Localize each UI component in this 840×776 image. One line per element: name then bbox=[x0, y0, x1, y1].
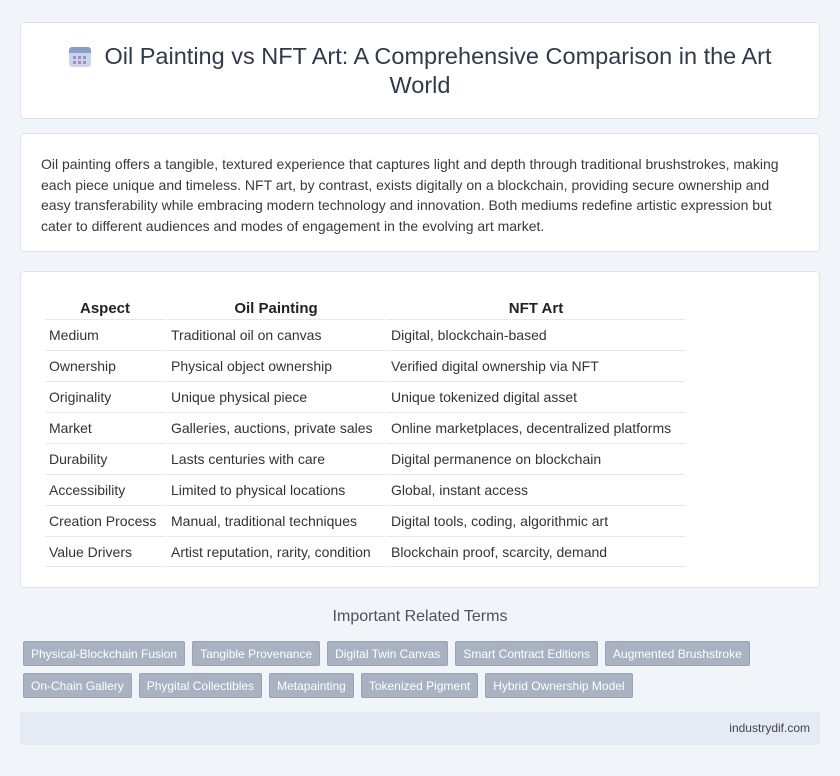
table-cell: Online marketplaces, decentralized platforms bbox=[387, 412, 685, 443]
table-cell: Digital, blockchain-based bbox=[387, 319, 685, 350]
tag-link[interactable]: Augmented Brushstroke bbox=[605, 641, 750, 666]
tag-link[interactable]: Digital Twin Canvas bbox=[327, 641, 448, 666]
table-cell: Digital tools, coding, algorithmic art bbox=[387, 505, 685, 536]
table-cell: Medium bbox=[45, 319, 165, 350]
page-title: Oil Painting vs NFT Art: A Comprehensive Comparison in the Art World bbox=[104, 43, 772, 98]
table-cell: Lasts centuries with care bbox=[167, 443, 385, 474]
related-terms-title: Important Related Terms bbox=[332, 608, 508, 625]
tag-link[interactable]: Smart Contract Editions bbox=[455, 641, 598, 666]
tag-link[interactable]: Tokenized Pigment bbox=[361, 673, 478, 698]
header-card bbox=[20, 22, 820, 119]
table-cell: Galleries, auctions, private sales bbox=[167, 412, 385, 443]
table-cell: Unique physical piece bbox=[167, 381, 385, 412]
column-header: NFT Art bbox=[508, 299, 564, 317]
table-cell: Unique tokenized digital asset bbox=[387, 381, 685, 412]
table-header-row bbox=[45, 297, 685, 319]
table-cell: Limited to physical locations bbox=[167, 474, 385, 505]
page-title-wrap bbox=[61, 42, 779, 100]
tag-row bbox=[23, 673, 823, 698]
table-row bbox=[45, 443, 685, 474]
table-cell: Verified digital ownership via NFT bbox=[387, 350, 685, 381]
table-row bbox=[45, 319, 685, 350]
calendar-icon bbox=[69, 45, 91, 67]
table-cell: Creation Process bbox=[45, 505, 165, 536]
table-row bbox=[45, 536, 685, 567]
comparison-card bbox=[20, 271, 820, 588]
table-row bbox=[45, 474, 685, 505]
related-terms-list bbox=[23, 641, 823, 705]
table-row bbox=[45, 412, 685, 443]
tag-link[interactable]: Tangible Provenance bbox=[192, 641, 320, 666]
footer-site-link[interactable]: industrydif.com bbox=[729, 721, 810, 735]
footer-bar bbox=[20, 712, 820, 745]
table-cell: Ownership bbox=[45, 350, 165, 381]
table-cell: Blockchain proof, scarcity, demand bbox=[387, 536, 685, 567]
intro-card bbox=[20, 133, 820, 252]
table-cell: Digital permanence on blockchain bbox=[387, 443, 685, 474]
tag-link[interactable]: Phygital Collectibles bbox=[139, 673, 262, 698]
tag-link[interactable]: Hybrid Ownership Model bbox=[485, 673, 632, 698]
table-cell: Originality bbox=[45, 381, 165, 412]
comparison-table bbox=[43, 297, 687, 567]
table-cell: Value Drivers bbox=[45, 536, 165, 567]
table-cell: Traditional oil on canvas bbox=[167, 319, 385, 350]
table-cell: Global, instant access bbox=[387, 474, 685, 505]
table-row bbox=[45, 381, 685, 412]
tag-link[interactable]: Metapainting bbox=[269, 673, 354, 698]
tag-row bbox=[23, 641, 823, 666]
column-header: Aspect bbox=[79, 299, 131, 317]
intro-paragraph: Oil painting offers a tangible, textured experience that captures light and depth through traditional brushstrokes, making each piece unique and timeless. NFT art, by contrast, exists digitally on a blockchain, providing secure ownership and easy transferability while embracing modern technology and innovation. Both mediums redefine artistic expression but cater to different audiences and modes of engagement in the evolving art market. bbox=[41, 156, 779, 234]
tag-link[interactable]: Physical-Blockchain Fusion bbox=[23, 641, 185, 666]
table-cell: Physical object ownership bbox=[167, 350, 385, 381]
table-cell: Artist reputation, rarity, condition bbox=[167, 536, 385, 567]
table-row bbox=[45, 350, 685, 381]
table-row bbox=[45, 505, 685, 536]
table-cell: Market bbox=[45, 412, 165, 443]
column-header: Oil Painting bbox=[234, 299, 318, 317]
table-cell: Accessibility bbox=[45, 474, 165, 505]
table-cell: Manual, traditional techniques bbox=[167, 505, 385, 536]
tag-link[interactable]: On-Chain Gallery bbox=[23, 673, 132, 698]
table-cell: Durability bbox=[45, 443, 165, 474]
